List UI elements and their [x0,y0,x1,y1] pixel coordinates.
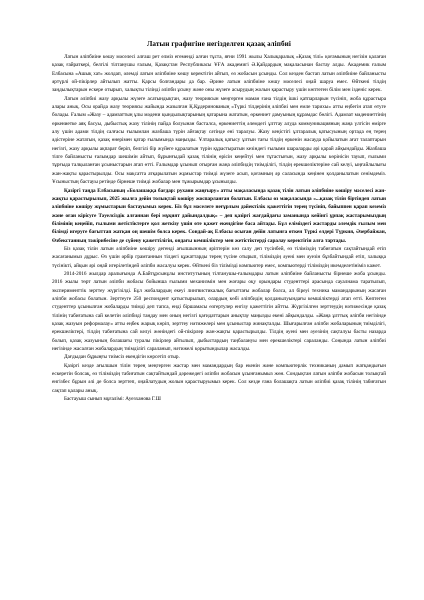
document-body [52,53,386,403]
paragraph-6: Дағдыдан бұрыңғы тиімсіз екендігін көрсетіп отыр. [64,354,180,361]
paragraph-4: Біз қазақ тілін латын әліпбиіне көшіру дегенді ағылшынның әріптерін көз салу деп түсінбей, өз тіліміздің табиғатын сақтайтындай етіп жасағанымыз дұрыс. Өз үшін әрбір грамтаннын тілдегі құжаттарды терең түсіне отырып, тіліміздің әуені мен әуезін бұзбайтындай етіп, халыққа түсінікті, айқын әрі оңай игерілетіндей әліпби жасалуы керек. Өйткені біз тілімізді компьютер емес, компьютерді тіліміздің икемделетініміз кажет. [52,245,386,269]
author-signature: Бастауыш сынып мұғалімі: Ауезханова Г.Ш [64,396,161,403]
paragraph-5: 2014-2016 жылдар аралығында А.Байтұрсынұлы институтының тілтанушы-ғалымдары латын әліпбиіне байланысты бірнеше жоба ұсынды. 2016 жылы төрт латын әліпби жобасы бойынша ғылыми механизмін мен жоғары оқу орындары студенттері арасында сауалнама таратылып, эксперименттік зерттеу жүргізілді. Бұл жобалардың екеуі лингвистикалық бағыттағы жобалар болса, ал біреуі техника мамандарының жасаған әліпби жобасы болатын. Зерттеуге 250 респондент қатыстырылып, олардың көбі әліпбидің қолданылуындағы кемшіліктерді атап өтті. Көптеген студенттер ұсынылған жобаларды тиімді деп тапса, енді біршамасы өзгертулер енгізу қажеттігін айтты. Жүргізілген зерттеудің нәтижесінде қазақ тілінің табиғатына сай келетін әліпбиді таңдау мен оның негізгі қағидаттарын анықтау маңызды екені айқындалды. «Жаңа ұлттық әліпби негізінде қазақ жазуын реформалау» атты еңбек жарық көріп, зерттеу нәтижелері мен ұсыныстар жинақталды. Шығарылған әліпби жобаларының тиімділігі, ерекшеліктері, тілдің табиғатына сай келуі жөніндегі ой-пікірлер жан-жақты қарастырылды. Тілдің әуені мен әуезінің сақталуы басты назарда болып, қазақ жазуының болашағы туралы пікірлер айтылып, дыбыстардың таңбалануы мен ерекшеліктері сараланды. Соңында латын әліпбиі негізінде жасалған жобалардың тиімділігі сараланып, нәтижелі қорытындылар жасалды. [52,270,386,353]
paragraph-3: Қазіргі таңда Елбасының «Болашаққа бағдар: рухани жаңғыру» атты мақаласында қазақ тілін латын әліпбиіне көшіру мәселесі жан-жақты қарастырылып, 2025 жылға дейін толықтай көшіру жоспарланған болатын. Елбасы өз мақаласында «...қазақ тілін біртіндеп латын әліпбиіне көшіру жұмыстарын бастауымыз керек. Біз бұл мәселеге неғұрлым дәйектілік қажеттігін терең түсініп, байыппен қарап кеземіз және оған кірісуге Тәуелсіздік алғаннан бері мұқият дайындалдық» – деп қазіргі жағдайдағы заманында кейінгі ұрпақ жастарымыздың білімінің кеңейіп, ғылыми жетістіктерге қол жеткізу үшін өте қажет екендігіне баса айтады. Бұл еліміздегі жастарды әлемдік ғылым мен білімді игеруге бағыттап жатқан оң шешім болса керек. Сондай-ақ Елбасы осыған дейін латынға өткен Түркі елдері Түркия, Әзербайжан, Өзбекстанның тәжірибесіне де сүйену қажеттілігін, ондағы кемшіліктер мен жетістіктерді саралау керектігін алға тартады. [52,187,386,244]
paragraph-1: Латын әліпбиіне көшу мәселесі алғаш рет елміз егеменді алған тұста, яғни 1991 жылы Халықаралық «Қазақ тілі» қоғамының негізін қалаған қазақ ғайраткері, белгілі тілтанушы ғалым, Қазақстан Республикасы ҰҒА академигі Ә.Қайдардың мақаласынан бастау алды. Академик ғалым Елбасына «Ашық хат» жолдап, әлемді латын әліпбиіне көшу керектігін айтып, өз жобасын ұсынды. Сол кезден бастап латын әліпбиіне байланысты әртүрлі ой-пікірлер айтылып жатты. Қарсы болғандары да бар. Әрине латын әліпбиіне көшу мәселесі оңай шаруа емес. Өйткені тілдің заңдылықтарын ескере отырып, халықты тілінді әліпби ұсыну және оны жүзеге асырудың жолын қарастыру үшін көптеген білім мен ізденіс керек. [52,54,386,94]
paragraph-7: Қазіргі кезде ағылшын тілін терең меңгерген жастар мен мамандардың бар екенін және компьютерлік техниканың дамып жатқандығын ескеретін болсақ, өз тіліміздің табиғатын сақтайтындай дәрежедегі әліпби жобасын ұсынғанымыз жөн. Сондықтан латын әліпби жобасын толықтай енгізбес бұрын әлі де болса зерттеп, оңайлатудың жолын қарастыруымыз керек. Сол кезде ғана болашақта латын әліпбиі қазақ тілінің табиғатын сақтап қалары анық. [52,362,386,394]
paragraph-2: Латын әліпбиі жазу арқылы жүзеге асатындықтан, жазу теориясын меңгерген маман ғана тілдің ішкі қатпарларын түсініп, жоба құрастыра алары анық. Осы орайда жазу теориясы жайында жазылған Қ.Құдеринованың «Түркі тілдерінің әліпбиі мен емле тарихы» атты еңбегін атап өтуге болады. Ғалым «Жазу – адамзаттың ұлы мәдени қындылықтарының қатарына жататын, өркениет дамуының құрамдас бөлігі. Адамзат мәдениеттінің өркениетке аяқ басуы, дыбыстық жазу тілінің пайда болуынан басталса, өркениеттің әлемдегі ұлттау алуда коммуникацияның жаңа үлгісін өмірге алу үшін адами тілдің салғасы ғылымлан жазбаша түрін айғақтау сәтінде ені таралуы. Жазу кеңістігі ұлтаралық қатысуының ортада ең терең әдістеріне жататын, қазақ өнерімен қатар ғылымында маңызды. Ұлтаралық қатысу ұлтын тағы тілдің өркенін жасауда қойылатын ағат талаптарын негізгі, жазу арқылы ақпарат беріп, белгілі бір жүйеге құралатын түрін құрастыратын кезіндегі ғылыми шараларды әрі қарай айқындайды. Жазбаша тілге байланысты ғалымдар шешімін айтып, бұрынғыдай қазақ тілінің өрісін кеңейтуі мен тұтастығын, жазу арқылы көрінісін тауып, ғылыми тұрғыда талқыланған ұсыныстарын атап өтті. Ғалымдар ұсынып отырған жаңа әліпбидің тиімділігі, тілдің ерекшеліктеріне сай келуі, ыңғайлылығы жан-жақты қарастырылды. Осы мақсатта атқарылатын жұмыстар тиімді жүзеге асып, қоғамның әр саласында кеңінен қолданылатын сенімдеміз. Ұсыныстың бастауы ретінде бірнеше тиімді жобалар мен тұжырымдар ұсынылды. [52,95,386,186]
document-title: Латын графигіне негізделген қазақ әліпбиі [146,40,292,48]
